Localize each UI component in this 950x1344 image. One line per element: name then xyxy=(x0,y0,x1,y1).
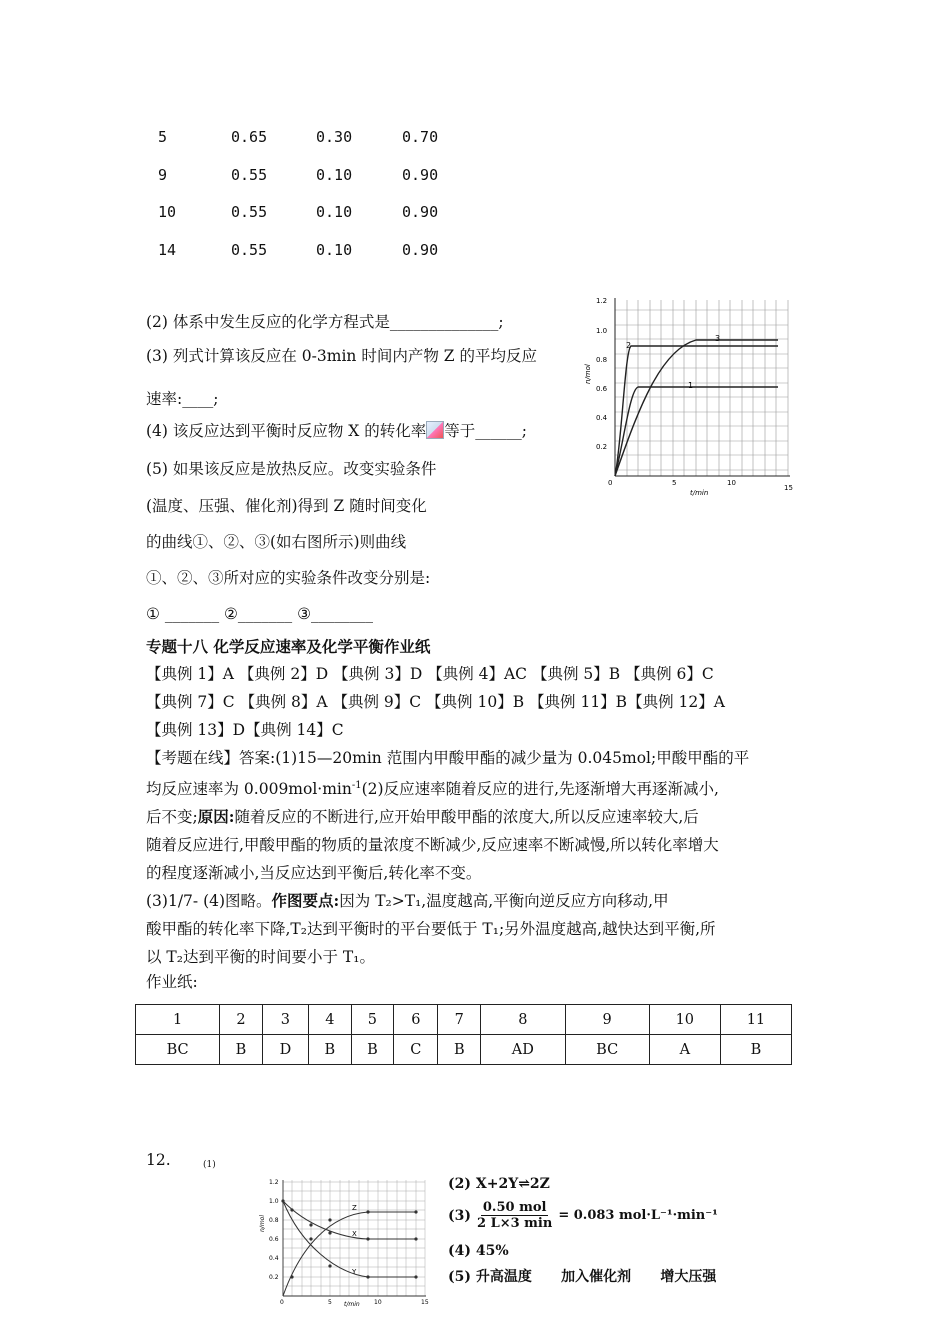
question-5: (5) 如果该反应是放热反应。改变实验条件 xyxy=(146,460,437,478)
exam-answer-line xyxy=(146,772,806,803)
superscript: -1 xyxy=(351,780,362,791)
y-axis-label: n/mol xyxy=(584,364,592,384)
curve-label-1: 1 xyxy=(688,381,694,390)
question-5-line3: 的曲线①、②、③(如右图所示)则曲线 xyxy=(146,533,407,551)
table-cell: 7 xyxy=(438,1005,481,1035)
series-label-y: Y xyxy=(352,1268,357,1276)
text: (3) xyxy=(448,1207,471,1224)
ytick: 0.6 xyxy=(596,385,608,393)
exam-answer-line: 以 T₂达到平衡的时间要小于 T₁。 xyxy=(146,948,375,967)
series-z xyxy=(283,1212,416,1296)
cell: 0.55 xyxy=(231,166,268,184)
numerator: 0.50 mol xyxy=(482,1200,547,1215)
broken-image-icon xyxy=(426,421,444,439)
reaction-graph xyxy=(578,290,800,500)
q12-label: 12. xyxy=(146,1151,171,1169)
cell: 0.65 xyxy=(231,128,268,146)
table-cell: 10 xyxy=(649,1005,720,1035)
exam-answer-line: 【考题在线】答案:(1)15—20min 范围内甲酸甲酯的减少量为 0.045mol;甲酸甲酯的平 xyxy=(146,749,750,767)
question-3: (3) 列式计算该反应在 0-3min 时间内产物 Z 的平均反应 xyxy=(146,347,537,365)
text: 因为 T₂>T₁,温度越高,平衡向逆反应方向移动,甲 xyxy=(339,892,669,911)
answer-line: 【典例 7】C 【典例 8】A 【典例 9】C 【典例 10】B 【典例 11】B【典例 12】A xyxy=(146,693,725,711)
series-label-z: Z xyxy=(352,1204,357,1212)
table-cell: B xyxy=(351,1035,394,1065)
table-cell: AD xyxy=(481,1035,565,1065)
xtick: 15 xyxy=(784,484,793,492)
ytick: 0.4 xyxy=(596,414,608,422)
question-5-line2: (温度、压强、催化剂)得到 Z 随时间变化 xyxy=(146,497,427,515)
x-axis-label: t/min xyxy=(344,1301,360,1308)
ytick: 0.6 xyxy=(269,1236,279,1243)
question-5-line4: ①、②、③所对应的实验条件改变分别是: xyxy=(146,569,431,587)
denominator: 2 L×3 min xyxy=(477,1216,553,1231)
cell: 0.30 xyxy=(316,128,353,146)
question-4-blank: 等于______; xyxy=(444,422,528,440)
ytick: 1.0 xyxy=(596,327,608,335)
xtick: 10 xyxy=(727,479,736,487)
xtick: 5 xyxy=(672,479,677,487)
q12-graph xyxy=(256,1170,436,1308)
ytick: 0.4 xyxy=(269,1255,279,1262)
text: (2)反应速率随着反应的进行,先逐渐增大再逐渐减小, xyxy=(361,780,719,799)
cell: 0.10 xyxy=(316,241,353,259)
ytick: 1.2 xyxy=(269,1179,279,1186)
ytick: 0.2 xyxy=(596,443,608,451)
table-cell: 8 xyxy=(481,1005,565,1035)
text: 均反应速率为 0.009mol·min xyxy=(146,780,352,799)
table-cell: 4 xyxy=(309,1005,352,1035)
curve-label-3: 3 xyxy=(715,334,721,343)
table-cell: 9 xyxy=(565,1005,649,1035)
x-axis-label: t/min xyxy=(690,489,709,497)
xtick: 0 xyxy=(608,479,613,487)
text: (3)1/7- (4)图略。 xyxy=(146,892,272,911)
table-row xyxy=(136,1005,792,1035)
curve-1 xyxy=(615,387,778,476)
curve-3 xyxy=(615,340,778,476)
cell: 0.90 xyxy=(402,166,439,184)
text: = 0.083 mol·L⁻¹·min⁻¹ xyxy=(558,1208,718,1223)
homework-label: 作业纸: xyxy=(146,973,198,991)
ytick: 1.2 xyxy=(596,297,608,305)
fraction xyxy=(475,1200,554,1231)
cell: 5 xyxy=(158,128,168,146)
table-cell: B xyxy=(438,1035,481,1065)
q12-answer-3 xyxy=(448,1200,718,1231)
table-cell: 1 xyxy=(136,1005,220,1035)
q12-answer-4: (4) 45% xyxy=(448,1243,509,1259)
section-title: 专题十八 化学反应速率及化学平衡作业纸 xyxy=(146,637,431,656)
question-3-cont: 速率:____; xyxy=(146,390,219,408)
q12-answer-5: (5) 升高温度 加入催化剂 增大压强 xyxy=(448,1269,717,1285)
cell: 0.70 xyxy=(402,128,439,146)
cell: 0.55 xyxy=(231,203,268,221)
exam-answer-line xyxy=(146,887,806,915)
question-4-text: (4) 该反应达到平衡时反应物 X 的转化率 xyxy=(146,422,427,440)
table-cell: D xyxy=(262,1035,308,1065)
xtick: 10 xyxy=(374,1299,382,1306)
y-axis-label: n/mol xyxy=(259,1214,266,1232)
table-cell: A xyxy=(649,1035,720,1065)
cell: 0.10 xyxy=(316,203,353,221)
curve-label-2: 2 xyxy=(626,341,632,350)
exam-answer-line xyxy=(146,803,806,831)
cell: 0.90 xyxy=(402,203,439,221)
table-cell: BC xyxy=(136,1035,220,1065)
homework-table xyxy=(135,1004,792,1065)
cell: 10 xyxy=(158,203,177,221)
table-row xyxy=(136,1035,792,1065)
grid xyxy=(615,300,788,476)
bold-text: 作图要点: xyxy=(271,891,340,911)
answer-line: 【典例 1】A 【典例 2】D 【典例 3】D 【典例 4】AC 【典例 5】B 【典例 6】C xyxy=(146,665,714,683)
q12-part1: (1) xyxy=(203,1160,216,1170)
cell: 0.10 xyxy=(316,166,353,184)
cell: 9 xyxy=(158,166,168,184)
table-cell: 5 xyxy=(351,1005,394,1035)
exam-answer xyxy=(146,744,806,971)
table-cell: 6 xyxy=(394,1005,438,1035)
exam-answer-line: 酸甲酯的转化率下降,T₂达到平衡时的平台要低于 T₁;另外温度越高,越快达到平衡,所 xyxy=(146,920,716,939)
series-label-x: X xyxy=(352,1230,357,1238)
question-4 xyxy=(146,421,527,441)
cell: 0.55 xyxy=(231,241,268,259)
exam-answer-line: 的程度逐渐减小,当反应达到平衡后,转化率不变。 xyxy=(146,864,482,883)
exam-answer-line: 随着反应进行,甲酸甲酯的物质的量浓度不断减少,反应速率不断减慢,所以转化率增大 xyxy=(146,836,719,855)
xtick: 5 xyxy=(328,1299,332,1306)
text: 随着反应的不断进行,应开始甲酸甲酯的浓度大,所以反应速率较大,后 xyxy=(234,808,699,827)
xtick: 15 xyxy=(421,1299,429,1306)
cell: 0.90 xyxy=(402,241,439,259)
table-cell: 11 xyxy=(720,1005,791,1035)
question-5-blanks: ① _______ ②_______ ③________ xyxy=(146,605,373,623)
answer-line: 【典例 13】D【典例 14】C xyxy=(146,721,344,739)
q12-answer-2: (2) X+2Y⇌2Z xyxy=(448,1176,550,1192)
cell: 14 xyxy=(158,241,177,259)
xtick: 0 xyxy=(280,1299,284,1306)
table-cell: B xyxy=(309,1035,352,1065)
ytick: 0.2 xyxy=(269,1274,279,1281)
ytick: 0.8 xyxy=(269,1217,279,1224)
question-2: (2) 体系中发生反应的化学方程式是______________; xyxy=(146,313,504,331)
table-cell: BC xyxy=(565,1035,649,1065)
table-cell: 3 xyxy=(262,1005,308,1035)
bold-text: 原因: xyxy=(197,807,235,827)
table-cell: B xyxy=(720,1035,791,1065)
table-cell: 2 xyxy=(220,1005,263,1035)
text: 后不变; xyxy=(146,808,198,827)
table-cell: B xyxy=(220,1035,263,1065)
table-cell: C xyxy=(394,1035,438,1065)
ytick: 1.0 xyxy=(269,1198,279,1205)
ytick: 0.8 xyxy=(596,356,608,364)
